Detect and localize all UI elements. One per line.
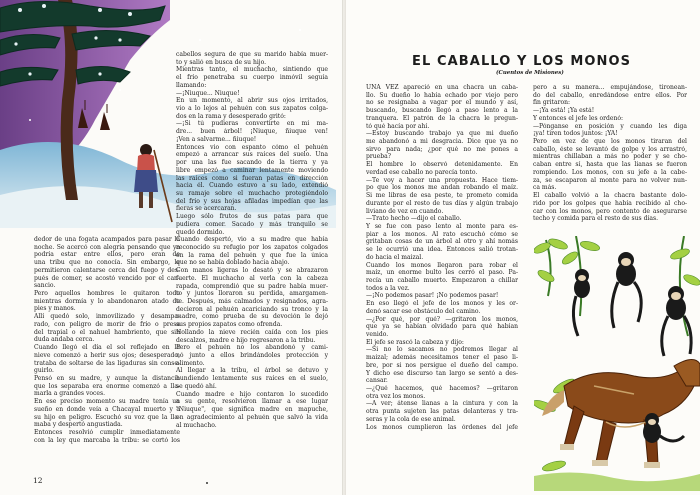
text-line: todos a la vez. [366, 284, 410, 292]
text-line: za, se escaparon al monte para no volver nun- [533, 176, 687, 184]
text-line: decieron al pehuén acariciando su tronco y la [176, 305, 328, 313]
text-line: dre... buen árbol! ¡Ñiuque, ñiuque ven! [176, 128, 328, 136]
text-line: del frío y sus hojas afiladas impedían que las [176, 197, 328, 205]
text-line: —Estoy buscando trabajo ya que mi dueño [366, 130, 518, 138]
text-line: que ya se habían olvidado para qué habían [366, 323, 518, 331]
left-column-1 [34, 236, 180, 444]
text-line: to y salió en busca de su hijo. [176, 58, 267, 66]
text-line: —A ver; átense lianas a la cintura y con la [366, 400, 518, 408]
text-line: del trapial o el nahuel hambriento, que sin [34, 328, 180, 336]
text-line: me abandonó a mi desgracia. Dice que ya no [366, 138, 518, 146]
text-line: Entonces resolvió cumplir inmediatamente [34, 428, 180, 436]
text-line: otra vez los monos. [366, 392, 426, 400]
text-line: Entonces vio con espanto cómo el pehuén [176, 143, 328, 151]
text-line: llamando: [176, 81, 207, 89]
text-line: dos en la rama y desesperado gritó: [176, 112, 286, 120]
text-line: —Si no lo sacamos no podremos llegar al [366, 346, 518, 354]
text-line: car con los monos, pero contento de asegurarse [533, 207, 687, 215]
text-line: —Te voy a hacer una propuesta. Hace tiem- [366, 176, 518, 184]
text-line: verdad ese caballo no parecía tonto. [366, 168, 478, 176]
text-line: marla a grandes voces. [34, 390, 106, 398]
text-line: alimento. [176, 359, 205, 367]
text-line: empezó a arrancar sus raíces del suelo. Una [176, 151, 328, 159]
text-line: El hombre lo observó detenidamente. En [366, 161, 518, 169]
text-line: Los monos cumplieron las órdenes del jefe [366, 423, 518, 431]
text-line: El jefe se rascó la cabeza y dijo: [366, 338, 464, 346]
text-line: en agradecimiento al pehuén que salvó la vida [176, 413, 328, 421]
text-line: podría estar entre ellos, pero eran de [34, 251, 180, 259]
text-line: —¡Ñiuque... Ñiuque! [176, 89, 240, 97]
text-line: pudiera comer. Sacado y más tranquilo se [176, 220, 328, 228]
text-line: libre empezó a caminar lentamente moviendo [176, 166, 328, 174]
text-line: te. Después, más calmados y resignados, agra- [176, 298, 328, 305]
text-line: Y entonces el jefe les ordenó: [533, 114, 624, 122]
text-line: "Ñiuque", que significa madre en mapuche, [176, 406, 328, 414]
right-column-2 [533, 84, 687, 223]
text-line: fin gritaron: [533, 99, 571, 107]
text-line: pies y manos. [34, 305, 76, 313]
right-column-1 [366, 84, 518, 431]
text-line: por una las fue sacando de la tierra y ya [176, 159, 328, 167]
text-line: prueba? [366, 153, 391, 161]
text-line: al muchacho. [176, 421, 217, 429]
text-line: fieras se acercaran. [176, 205, 237, 213]
text-line: tó qué hacía por ahí. [366, 122, 430, 130]
text-line: caban entre sí, hasta que las lianas se fueron [533, 161, 687, 169]
text-line: ¡Ven a salvarme... ñiuque! [176, 135, 257, 143]
text-line: su ramaje sobre el muchacho protegiéndolo [176, 189, 328, 197]
left-column-2 [176, 51, 328, 429]
text-line: con la ley que marcaba la tribu: se cortó los [34, 436, 180, 444]
text-line: Cuando madre e hijo contaron lo sucedido [176, 390, 328, 398]
text-line: recía un caballo muerto. Empezaron a chillar [366, 276, 518, 284]
text-line: buscando, buscando llegó a paso lento a la [366, 107, 518, 115]
text-line: Cuando despertó, vio a su madre que había [176, 236, 328, 244]
text-line: a su gente, resolvieron llamar a ese lugar [176, 398, 328, 406]
text-line: En ese preciso momento su madre tenía un [34, 398, 180, 406]
text-line: Pensó en su madre, y aunque la distancia [34, 374, 180, 382]
text-line: el frío penetraba su cuerpo inmóvil seguía [176, 74, 328, 82]
text-line: Allí quedó solo, inmovilizado y desampa- [34, 313, 180, 321]
text-line: sueño en donde veía a Chacayal muerto y a [34, 405, 180, 413]
text-line: denó sacar ese obstáculo del camino. [366, 307, 481, 315]
text-line: do del caballo, enredándose entre ellos. Por [533, 91, 687, 99]
text-line: rompiendo. Los monos, con su jefe a la cabe- [533, 168, 687, 176]
text-line: guirlo. [34, 367, 54, 375]
text-line: maizal; además necesitamos tener el paso li- [366, 354, 518, 362]
text-line: nó junto a ellos brindándoles protección y [176, 352, 328, 360]
text-line: rido por los golpes que había recibido al cho- [533, 199, 687, 207]
text-line: En un momento, al abrir sus ojos irritados, [176, 97, 328, 105]
text-line: mientras dormía y lo abandonaron atado de [34, 297, 180, 305]
text-line: rapada, comprendió que su padre había muer- [176, 282, 328, 290]
horse-and-monkeys-illustration [534, 236, 700, 491]
text-line: dedor de una fogata acampados para pasar la [34, 236, 180, 243]
text-line: Luego sólo frutos de sus patas para que [176, 213, 328, 221]
text-line: durante por el resto de tus días y algún trabajo [366, 199, 518, 207]
text-line: —¡Ya está! ¡Ya está! [533, 107, 595, 115]
text-line: po que los monos me andan robando el maíz. [366, 184, 518, 192]
text-line: pués de comer, se acostó vencido por el can- [34, 274, 180, 282]
text-line: maba y despertó angustiada. [34, 421, 123, 429]
text-line: cansar. [366, 377, 388, 385]
text-line: Cuando llegó el día el sol reflejado en la [34, 344, 180, 352]
text-line: cabellos segura de que su marido había muer- [176, 51, 328, 58]
text-line: vio a lo lejos al pehuén con sus zapatos colga- [176, 105, 328, 113]
text-line: su hijo en peligro. Escuchó su voz que la lla- [34, 413, 180, 421]
text-line: —¿Por qué, por qué? —gritaron los monos, [366, 315, 518, 323]
text-line: Pero aquellos hombres le quitaron todo [34, 290, 180, 298]
text-line: sus propios zapatos como ofrenda. [176, 321, 283, 329]
text-line: permitieron calentarse cerca del fuego y des- [34, 266, 180, 274]
text-line: ¡ya! tiren todos juntos: ¡YA! [533, 130, 618, 138]
print-dot [206, 482, 208, 484]
text-line: en la rama del pehuén y que fue la única [176, 251, 328, 259]
text-line: rado, con peligro de morir de frío o presa [34, 320, 180, 328]
text-line: pero a su manera... empujándose, tironean- [533, 84, 687, 91]
text-line: seras y la cola de ese animal. [366, 415, 456, 423]
text-line: noche. Se acercó con alegría pensando que ya [34, 243, 180, 251]
text-line: caballo, éste se levantó de golpe y los arrastró, [533, 145, 687, 153]
text-line: —Trato hecho —dijo el caballo. [366, 215, 462, 223]
text-line: llo. Su dueño lo había echado por viejo pero [366, 91, 518, 99]
text-line: madre, como prueba de su devoción le dejó [176, 313, 328, 321]
text-line: Pero el pehuén no los abandonó y cami- [176, 344, 328, 352]
text-line: Y dicho ese discurso tan largo se sentó a des- [366, 369, 518, 377]
text-line: que no se había doblado hacia abajo. [176, 259, 290, 267]
text-line: sancio. [34, 282, 56, 290]
text-line: tranquera. El patrón de la chacra le pregun- [366, 114, 518, 122]
text-line: En eso llegó el jefe de los monos y les or- [366, 300, 518, 308]
text-line: una tribu que no conocía. Sin embargo, le [34, 259, 180, 267]
text-line: Hollando la nieve recién caída con los pies [176, 328, 328, 336]
left-page [0, 0, 342, 495]
text-line: UNA VEZ apareció en una chacra un caba- [366, 84, 518, 91]
text-line: liviano de vez en cuando. [366, 207, 444, 215]
text-line: hundiendo lentamente sus raíces en el suelo, [176, 375, 328, 383]
text-line: ca más. [533, 184, 557, 192]
text-line: venido. [366, 331, 389, 338]
text-line: descalzos, madre e hijo regresaron a la tribu. [176, 336, 316, 344]
text-line: —¡No podemos pasar! ¡No podemos pasar! [366, 292, 499, 300]
text-line: se quedó ahí. [176, 382, 217, 390]
text-line: maíz, un enorme bulto les cerró el paso. Pa- [366, 269, 518, 277]
text-line: piar a los monos. Al rato escuchó cómo se [366, 230, 518, 238]
text-line: sirvo para nada; ¿por qué no me pones a [366, 145, 518, 153]
text-line: Mientras tanto, el muchacho, sintiendo que [176, 66, 328, 74]
story-title: EL CABALLO Y LOS MONOS [412, 54, 632, 69]
text-line: Pero en vez de que los monos tiraran del [533, 138, 687, 146]
text-line: —¡Si tú pudieras convertirte en mi ma- [176, 120, 328, 128]
text-line: nieve comenzó a herir sus ojos; desesperado, [34, 351, 180, 359]
text-line: gritaban cosas de un árbol al otro y ahí nomás [366, 238, 518, 246]
text-line: otra punta sujeten las patas delanteras y tra- [366, 408, 518, 416]
text-line: que los separaba era enorme comenzó a lla- [34, 382, 180, 390]
text-line: to y juntos lloraron su perdida, amargamen- [176, 290, 328, 298]
text-line: las raíces como si fueran patas en dirección [176, 174, 328, 182]
page-number: 12 [33, 476, 43, 485]
text-line: hacia él. Cuando estuvo a su lado, extendió [176, 182, 328, 190]
text-line: mientras chillaban a más no poder y se cho- [533, 153, 687, 161]
text-line: Al llegar a la tribu, el árbol se detuvo y [176, 367, 328, 375]
text-line: —Pónganse en posición y cuando les diga [533, 122, 687, 130]
text-line: Si me libras de esa peste, te prometo comida [366, 192, 518, 200]
text-line: Cuando los monos llegaron para robar el [366, 261, 518, 269]
text-line: se le ocurrió una idea. Entonces salió trotan- [366, 246, 518, 254]
text-line: duda andaba cerca. [34, 336, 95, 344]
text-line: bre, por si nos persigue el dueño del campo. [366, 361, 518, 369]
text-line: trataba de soltarse de las ligaduras sin conse- [34, 359, 180, 367]
text-line: no se resignaba a vagar por el mundo y así, [366, 99, 518, 107]
text-line: quedó dormido. [176, 228, 225, 236]
text-line: Y se fue con paso lento al monte para es- [366, 222, 518, 230]
text-line: do hacia el maizal. [366, 253, 424, 261]
text-line: techo y comida para el resto de sus días. [533, 215, 659, 223]
text-line: El caballo volvió a la chacra bastante dolo- [533, 192, 687, 200]
text-line: Con manos ligeras lo desató y se abrazaron [176, 267, 328, 275]
text-line: fuerte. El muchacho al verla con la cabeza [176, 274, 328, 282]
story-subtitle: (Cuentos de Misiones) [496, 70, 564, 76]
right-page [346, 0, 700, 495]
text-line: reconocido su refugio por los zapatos colgados [176, 243, 328, 251]
text-line: —¿Qué hacemos, qué hacemos? —gritaron [366, 385, 518, 393]
